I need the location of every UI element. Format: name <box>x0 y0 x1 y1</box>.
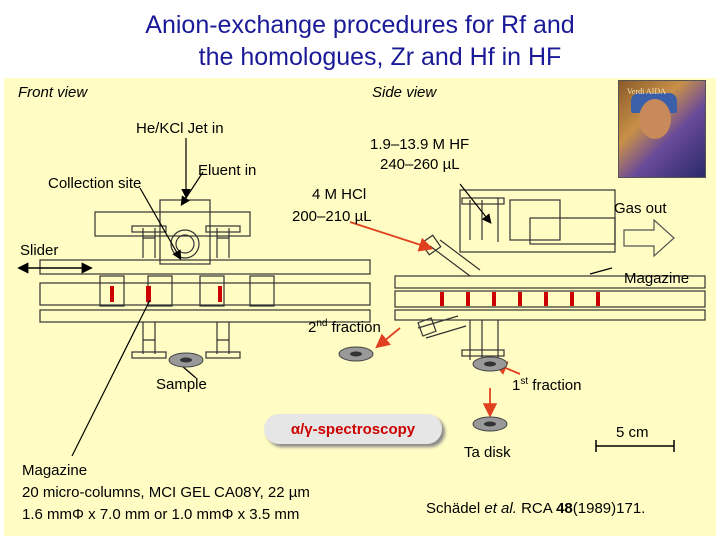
hf-volume-label: 240–260 µL <box>380 156 460 173</box>
sample-disk <box>168 352 204 368</box>
spectroscopy-label: α/γ-spectroscopy <box>290 420 416 438</box>
ref-etal: et al. <box>484 500 517 517</box>
first-fraction-num: 1 <box>512 377 521 394</box>
first-fraction-label <box>512 376 581 394</box>
scale-label: 5 cm <box>616 424 649 441</box>
second-fraction-sup: nd <box>316 318 328 329</box>
first-fraction-sup: st <box>520 376 529 387</box>
second-fraction-num: 2 <box>308 319 317 336</box>
ta-disk <box>472 416 508 432</box>
magazine-desc-dimensions: 1.6 mmΦ x 7.0 mm or 1.0 mmΦ x 3.5 mm <box>22 506 300 523</box>
magazine-slots <box>440 292 600 306</box>
ref-volume: 48 <box>556 500 573 517</box>
eluent-in-label: Eluent in <box>198 162 257 179</box>
second-fraction-label <box>308 318 381 336</box>
second-fraction-disk <box>338 346 374 362</box>
second-fraction-text: fraction <box>327 319 381 336</box>
gas-out-arrow <box>624 220 674 256</box>
sample-label: Sample <box>156 376 207 393</box>
gas-out-label: Gas out <box>614 200 667 217</box>
side-view-label: Side view <box>372 84 437 101</box>
slider-label: Slider <box>20 242 59 259</box>
hf-concentration-label: 1.9–13.9 M HF <box>370 136 470 153</box>
front-view-label: Front view <box>18 84 88 101</box>
ref-journal: RCA <box>516 500 557 517</box>
hcl-volume-label: 200–210 µL <box>292 208 372 225</box>
jet-in-label: He/KCl Jet in <box>136 120 224 137</box>
ref-author: Schädel <box>426 500 485 517</box>
ta-disk-label: Ta disk <box>464 444 511 461</box>
title-line-2: the homologues, Zr and Hf in HF <box>198 43 562 71</box>
magazine-desc-columns: 20 micro-columns, MCI GEL CA08Y, 22 µm <box>22 484 310 501</box>
magazine-desc-title: Magazine <box>22 462 88 479</box>
ref-rest: (1989)171. <box>572 500 646 517</box>
first-fraction-text: fraction <box>528 377 582 394</box>
reference-citation <box>426 500 645 517</box>
first-fraction-disk <box>472 356 508 372</box>
scale-bar <box>596 440 674 452</box>
poster-caption: Verdi AIDA <box>627 87 666 96</box>
collection-site-label: Collection site <box>48 175 142 192</box>
title-line-1: Anion-exchange procedures for Rf and <box>145 11 575 39</box>
hcl-concentration-label: 4 M HCl <box>312 186 367 203</box>
spectroscopy-badge <box>264 414 442 444</box>
magazine-label: Magazine <box>624 270 690 287</box>
column-markers <box>110 286 222 302</box>
